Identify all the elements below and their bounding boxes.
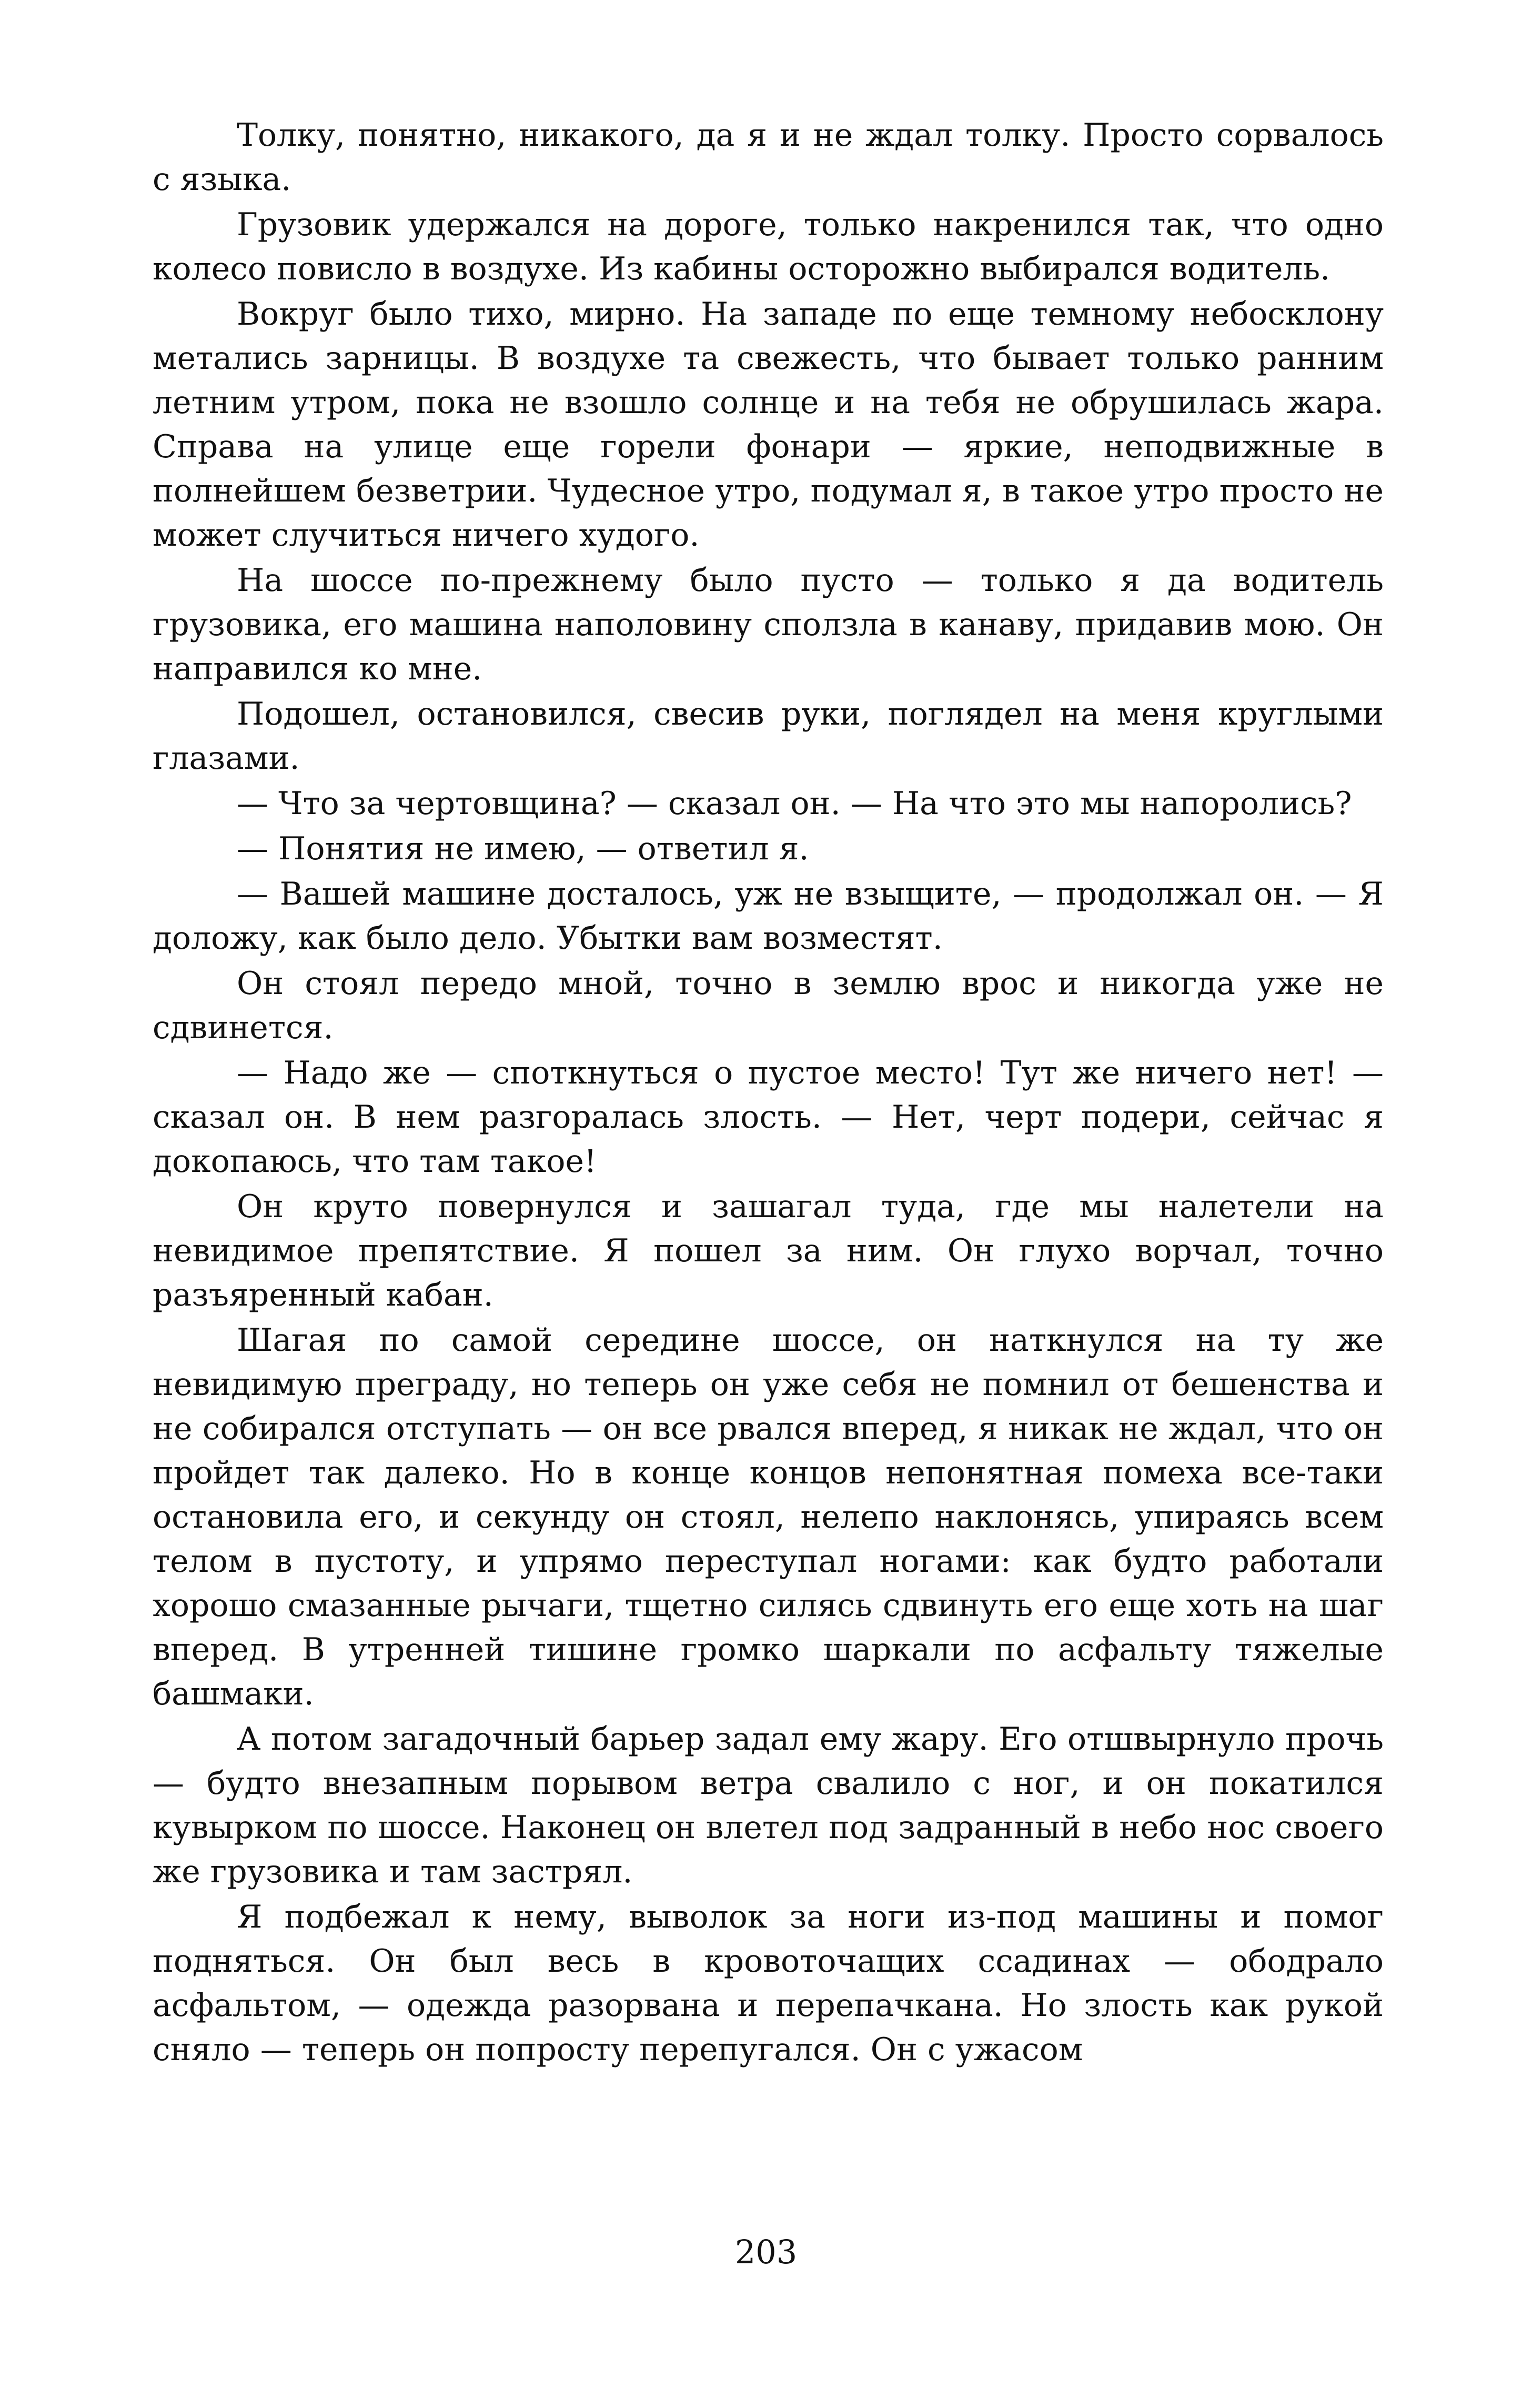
paragraph-3: Вокруг было тихо, мирно. На западе по еще темному небосклону метались зарницы. В воздухе та свежесть, что бывает только ранним летним утром, пока не взошло солнце и на тебя не обрушилась жара. Справа на улице еще горели фонари — яркие, неподвижные в полнейшем безветрии. Чудесное утро, подумал я, в такое утро просто не может случиться ничего худого. bbox=[153, 296, 1384, 554]
paragraph-1: Толку, понятно, никакого, да я и не ждал толку. Просто сорвалось с языка. bbox=[153, 117, 1384, 198]
paragraph-4: На шоссе по-прежнему было пусто — только я да водитель грузовика, его машина наполовину сползла в канаву, придавив мою. Он направился ко мне. bbox=[153, 562, 1384, 687]
paragraph-12: Шагая по самой середине шоссе, он наткнулся на ту же невидимую преграду, но теперь он уже себя не помнил от бешенства и не собирался отступать — он все рвался вперед, я никак не ждал, что он пройдет так далеко. Но в конце концов непонятная помеха все-таки остановила его, и секунду он стоял, нелепо наклонясь, упираясь всем телом в пустоту, и упрямо переступал ногами: как будто работали хорошо смазанные рычаги, тщетно силясь сдвинуть его еще хоть на шаг вперед. В утренней тишине громко шаркали по асфальту тяжелые башмаки. bbox=[153, 1322, 1384, 1712]
book-page bbox=[153, 113, 1384, 2260]
paragraph-7: — Понятия не имею, — ответил я. bbox=[237, 830, 809, 867]
paragraph-5: Подошел, остановился, свесив руки, поглядел на меня круглыми глазами. bbox=[153, 696, 1384, 777]
paragraph-10: — Надо же — споткнуться о пустое место! Тут же ничего нет! — сказал он. В нем разгоралась злость. — Нет, черт подери, сейчас я докопаюсь, что там такое! bbox=[153, 1055, 1384, 1180]
paragraph-13: А потом загадочный барьер задал ему жару. Его отшвырнуло прочь — будто внезапным порывом ветра свалило с ног, и он покатился кувырком по шоссе. Наконец он влетел под задранный в небо нос своего же грузовика и там застрял. bbox=[153, 1721, 1384, 1890]
paragraph-6: — Что за чертовщина? — сказал он. — На что это мы напоролись? bbox=[237, 785, 1352, 822]
paragraph-11: Он круто повернулся и зашагал туда, где мы налетели на невидимое препятствие. Я пошел за ним. Он глухо ворчал, точно разъяренный кабан. bbox=[153, 1188, 1384, 1313]
paragraph-9: Он стоял передо мной, точно в землю врос и никогда уже не сдвинется. bbox=[153, 965, 1384, 1046]
paragraph-2: Грузовик удержался на дороге, только накренился так, что одно колесо повисло в воздухе. Из кабины осторожно выбирался водитель. bbox=[153, 206, 1384, 287]
paragraph-8: — Вашей машине досталось, уж не взыщите, — продолжал он. — Я доложу, как было дело. Убытки вам возместят. bbox=[153, 876, 1384, 957]
paragraph-14: Я подбежал к нему, выволок за ноги из-под машины и помог подняться. Он был весь в кровоточащих ссадинах — ободрало асфальтом, — одежда разорвана и перепачкана. Но злость как рукой сняло — теперь он попросту перепугался. Он с ужасом bbox=[153, 1899, 1384, 2068]
page-number: 203 bbox=[734, 2233, 798, 2271]
